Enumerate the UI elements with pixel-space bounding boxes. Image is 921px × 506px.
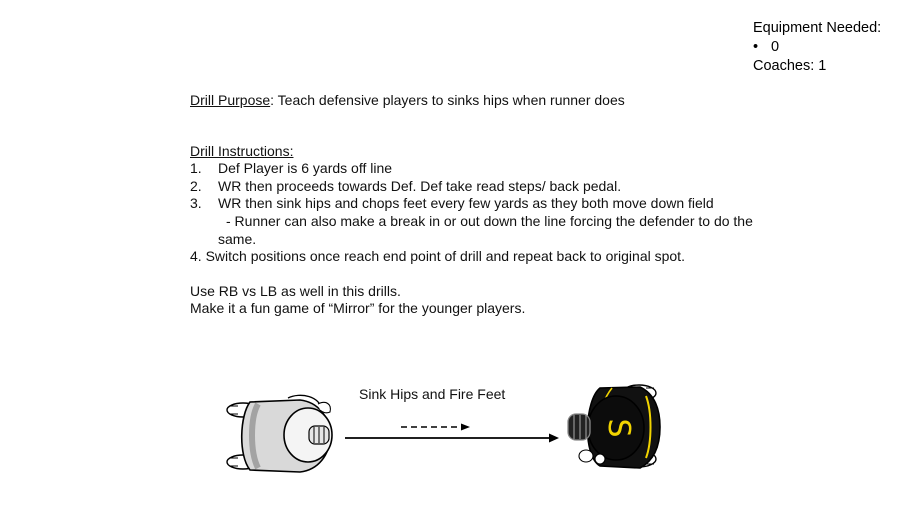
drill-instructions-label: Drill Instructions: bbox=[190, 142, 294, 159]
step-number: 2. bbox=[190, 177, 202, 194]
step-text: WR then proceeds towards Def. Def take read steps/ back pedal. bbox=[218, 177, 622, 194]
sub-note-line: - Runner can also make a break in or out down the line forcing the defender to do the bbox=[226, 212, 753, 229]
sub-note-line: same. bbox=[218, 230, 257, 247]
diagram-caption: Sink Hips and Fire Feet bbox=[359, 386, 506, 402]
step-text: Def Player is 6 yards off line bbox=[218, 160, 393, 177]
step-text: WR then sink hips and chops feet every few yards as they both move down field bbox=[218, 195, 714, 212]
equipment-item-value: 0 bbox=[771, 39, 780, 55]
helmet-letter: S bbox=[601, 418, 636, 438]
coaches-count: Coaches: 1 bbox=[753, 58, 827, 74]
instruction-step-4: 4. Switch positions once reach end point of drill and repeat back to original spot. bbox=[190, 248, 685, 265]
drill-purpose-text: : Teach defensive players to sinks hips when runner does bbox=[270, 92, 625, 108]
solid-arrow-icon bbox=[345, 434, 559, 443]
equipment-heading: Equipment Needed: bbox=[753, 20, 882, 36]
white-helmet-player-icon bbox=[227, 395, 332, 472]
drill-purpose-label: Drill Purpose bbox=[190, 92, 271, 108]
step-number: 3. bbox=[190, 195, 202, 212]
note-line: Make it a fun game of “Mirror” for the younger players. bbox=[190, 300, 526, 317]
note-line: Use RB vs LB as well in this drills. bbox=[190, 282, 401, 299]
dashed-arrow-icon bbox=[401, 424, 470, 431]
black-helmet-player-icon bbox=[568, 385, 660, 468]
step-number: 1. bbox=[190, 160, 202, 177]
bullet-glyph: • bbox=[753, 39, 759, 55]
